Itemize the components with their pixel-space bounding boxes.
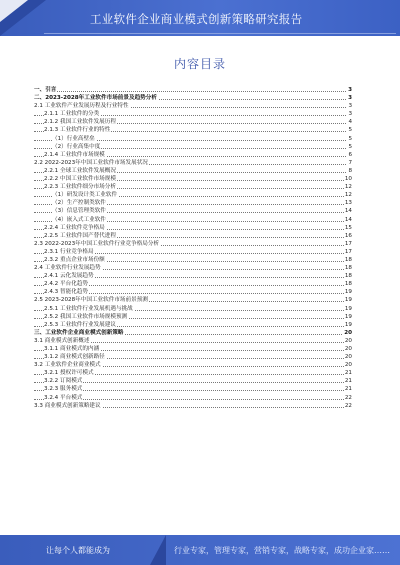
toc-entry-text: 2.1.4 工业软件市场规模	[44, 151, 105, 158]
toc-entry-page: 20	[344, 362, 352, 369]
toc-entry[interactable]	[34, 329, 352, 337]
toc-entry-page: 15	[344, 224, 352, 231]
toc-entry-page: 22	[344, 394, 352, 401]
toc-entry-page: 5	[348, 127, 352, 134]
toc-entry-page: 18	[344, 273, 352, 280]
toc-entry-page: 4	[348, 119, 352, 126]
toc-entry-text: 2.3.2 重点企业市场份额	[44, 256, 105, 263]
toc-entry-text: 2.2.2 中国工业软件市场规模	[44, 176, 116, 183]
toc-entry[interactable]	[34, 394, 352, 402]
toc-entry-page: 3	[348, 87, 352, 93]
toc-entry[interactable]	[34, 305, 352, 313]
toc-entry[interactable]	[34, 199, 352, 207]
toc-entry-page: 7	[348, 159, 352, 166]
toc-entry-page: 22	[344, 402, 352, 409]
toc-entry-text: 2.2.1 全球工业软件发展概况	[44, 167, 116, 174]
toc-entry[interactable]	[34, 353, 352, 361]
footer-divider	[150, 535, 166, 565]
toc-entry-text: （3）信息管理类软件	[52, 208, 106, 215]
toc-entry-text: 2.1 工业软件产业发展历程及行业特性	[34, 103, 129, 110]
toc-entry-page: 3	[348, 103, 352, 110]
toc-entry[interactable]	[34, 288, 352, 296]
toc-entry-text: 2.5 2023-2028年中国工业软件市场前景预测	[34, 297, 148, 304]
toc-entry-page: 19	[344, 297, 352, 304]
toc-entry[interactable]	[34, 402, 352, 410]
toc-entry-page: 18	[344, 265, 352, 272]
toc-entry-text: 3.2.3 服务模式	[44, 386, 83, 393]
toc-entry-page: 21	[344, 378, 352, 385]
toc-entry-page: 12	[344, 192, 352, 199]
toc-entry[interactable]	[34, 207, 352, 215]
toc-entry-page: 5	[348, 143, 352, 150]
toc-entry[interactable]	[34, 110, 352, 118]
toc-entry-text: 三、工业软件企业商业模式创新策略	[34, 329, 124, 336]
toc-entry[interactable]	[34, 86, 352, 94]
toc-entry-page: 18	[344, 281, 352, 288]
toc-entry[interactable]	[34, 143, 352, 151]
toc-entry-text: 3.1 商业模式创新概述	[34, 337, 90, 344]
toc-entry-page: 19	[344, 313, 352, 320]
toc-entry-page: 14	[344, 208, 352, 215]
toc-entry[interactable]	[34, 321, 352, 329]
toc-entry[interactable]	[34, 369, 352, 377]
toc-entry-text: 一、引言	[34, 87, 57, 93]
toc-entry[interactable]	[34, 175, 352, 183]
toc-entry-text: 2.3.1 行业竞争格局	[44, 248, 94, 255]
toc-entry-text: 3.2.2 订阅模式	[44, 378, 83, 385]
toc-entry-page: 18	[344, 256, 352, 263]
toc-entry-page: 6	[348, 151, 352, 158]
toc-entry[interactable]	[34, 183, 352, 191]
toc-entry-text: 3.1.1 商业模式的内涵	[44, 346, 100, 352]
toc-entry-page: 10	[344, 176, 352, 183]
toc-entry[interactable]	[34, 256, 352, 264]
toc-entry-text: 2.5.2 我国工业软件市场规模预测	[44, 313, 128, 320]
toc-entry[interactable]	[34, 272, 352, 280]
toc-entry-text: （1）研发设计类工业软件	[52, 192, 118, 199]
table-of-contents	[34, 86, 352, 410]
toc-entry[interactable]	[34, 135, 352, 143]
toc-entry[interactable]	[34, 224, 352, 232]
toc-entry-text: 2.4.1 云化发展趋势	[44, 273, 94, 280]
toc-title: 内容目录	[173, 57, 226, 71]
toc-entry-text: 2.2.4 工业软件竞争格局	[44, 224, 105, 231]
toc-entry[interactable]	[34, 118, 352, 126]
toc-entry[interactable]	[34, 159, 352, 167]
footer-tagline: 行业专家，管理专家，营销专家，战略专家，成功企业家……	[174, 546, 390, 555]
toc-entry[interactable]	[34, 280, 352, 288]
toc-entry-text: 2.5.1 工业软件行业发展机遇与挑战	[44, 305, 133, 312]
toc-entry[interactable]	[34, 248, 352, 256]
toc-entry[interactable]	[34, 232, 352, 240]
toc-entry-page: 12	[344, 184, 352, 191]
toc-entry[interactable]	[34, 167, 352, 175]
toc-entry-page: 3	[348, 111, 352, 118]
toc-entry[interactable]	[34, 216, 352, 224]
toc-entry-page: 3	[348, 95, 352, 102]
toc-entry[interactable]	[34, 337, 352, 345]
toc-entry[interactable]	[34, 102, 352, 110]
footer-slogan: 让每个人都能成为	[46, 546, 110, 555]
toc-entry-text: 3.3 商业模式创新策略建议	[34, 402, 101, 409]
toc-entry-page: 21	[344, 386, 352, 393]
toc-entry-text: 3.2.1 授权许可模式	[44, 370, 94, 377]
toc-entry-text: 2.1.3 工业软件行业的特性	[44, 127, 111, 134]
toc-entry-text: （4）嵌入式工业软件	[52, 216, 106, 223]
toc-entry-page: 20	[344, 329, 352, 336]
toc-entry-text: 2.3 2022-2023年中国工业软件行业竞争格局分析	[34, 240, 160, 247]
header-rule	[44, 33, 396, 34]
toc-entry-text: 2.4.3 智能化趋势	[44, 289, 88, 296]
report-title: 工业软件企业商业模式创新策略研究报告	[90, 12, 303, 26]
toc-entry-page: 20	[344, 354, 352, 361]
toc-entry-page: 19	[344, 305, 352, 312]
toc-entry-text: 2.1.2 我国工业软件发展历程	[44, 119, 116, 126]
toc-entry-page: 8	[348, 167, 352, 174]
toc-entry-text: 2.2 2022-2023年中国工业软件市场发展状况	[34, 159, 148, 166]
toc-entry-page: 17	[344, 248, 352, 255]
toc-entry[interactable]	[34, 94, 352, 102]
toc-entry-page: 20	[344, 346, 352, 352]
toc-entry[interactable]	[34, 126, 352, 134]
toc-entry[interactable]	[34, 151, 352, 159]
toc-entry-page: 20	[344, 337, 352, 344]
toc-entry-page: 17	[344, 240, 352, 247]
footer-banner	[0, 535, 400, 565]
toc-entry[interactable]	[34, 361, 352, 369]
toc-entry-page: 21	[344, 370, 352, 377]
toc-entry-page: 13	[344, 200, 352, 207]
toc-entry[interactable]	[34, 191, 352, 199]
header-corner-accent	[0, 0, 28, 22]
toc-entry[interactable]	[34, 240, 352, 248]
toc-entry[interactable]	[34, 377, 352, 385]
toc-entry[interactable]	[34, 313, 352, 321]
toc-entry[interactable]	[34, 385, 352, 393]
toc-entry-text: （1）行业高壁垒	[52, 135, 95, 142]
toc-entry[interactable]	[34, 264, 352, 272]
toc-entry-text: 二、2023-2028年工业软件市场前景及趋势分析	[34, 95, 157, 102]
toc-entry[interactable]	[34, 345, 352, 353]
toc-entry-text: 3.1.2 商业模式创新路径	[44, 354, 105, 361]
toc-entry-text: 2.2.5 工业软件国产替代进程	[44, 232, 116, 239]
toc-entry-text: 2.5.3 工业软件行业发展建议	[44, 321, 116, 328]
toc-entry-page: 19	[344, 321, 352, 328]
toc-entry-text: 2.4.2 平台化趋势	[44, 281, 88, 288]
toc-entry-text: 3.2.4 平台模式	[44, 394, 83, 401]
toc-entry-text: 2.4 工业软件行业发展趋势	[34, 265, 101, 272]
toc-entry-text: 2.1.1 工业软件的分类	[44, 111, 100, 118]
toc-entry-text: （2）行业高集中度	[52, 143, 101, 150]
toc-entry-page: 5	[348, 135, 352, 142]
toc-entry-text: 3.2 工业软件企业商业模式	[34, 362, 101, 369]
toc-entry-text: （2）生产控制类软件	[52, 200, 106, 207]
toc-entry-page: 14	[344, 216, 352, 223]
toc-entry-text: 2.2.3 工业软件细分市场分析	[44, 184, 116, 191]
header-banner	[0, 0, 400, 36]
toc-entry[interactable]	[34, 296, 352, 304]
toc-entry-page: 19	[344, 289, 352, 296]
toc-entry-page: 16	[344, 232, 352, 239]
